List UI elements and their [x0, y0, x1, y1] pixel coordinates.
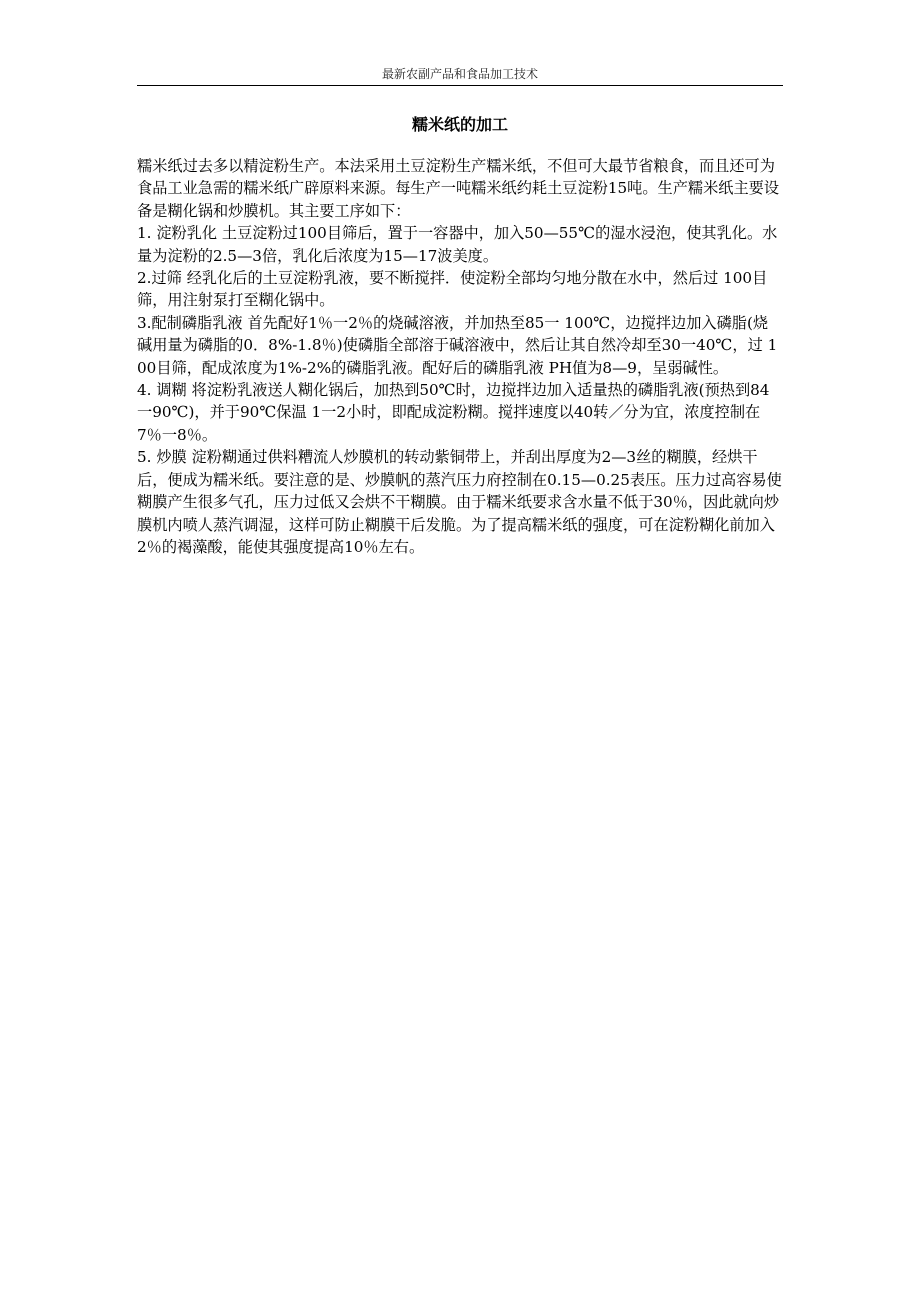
- step-5-paragraph: 5. 炒膜 淀粉糊通过供料糟流人炒膜机的转动紫铜带上，并刮出厚度为2—3丝的糊膜，经烘干后，便成为糯米纸。要注意的是、炒膜帆的蒸汽压力府控制在0.15—0.25表压。压力过高容易使糊膜产生很多气孔，压力过低又会烘不干糊膜。由于糯米纸要求含水量不低于30％，因此就向炒膜机内喷人蒸汽调湿，这样可防止糊膜干后发脆。为了提高糯米纸的强度，可在淀粉糊化前加入2％的褐藻酸，能使其强度提高10％左右。: [137, 448, 782, 556]
- step-3-paragraph: 3.配制磷脂乳液 首先配好1％一2％的烧碱溶液，并加热至85一 100℃，边搅拌边加入磷脂(烧碱用量为磷脂的0．8%-1.8％)使磷脂全部溶于碱溶液中，然后让其自然冷却至30一40℃，过 100目筛，配成浓度为1%-2%的磷脂乳液。配好后的磷脂乳液 PH值为8—9，呈弱碱性。: [137, 313, 778, 377]
- intro-paragraph: 糯米纸过去多以精淀粉生产。本法采用土豆淀粉生产糯米纸，不但可大最节省粮食，而且还可为食品工业急需的糯米纸广辟原料来源。每生产一吨糯米纸约耗土豆淀粉15吨。生产糯米纸主要设备是糊化锅和炒膜机。其主要工序如下：: [137, 157, 780, 220]
- step-4-paragraph: 4. 调糊 将淀粉乳液送人糊化锅后，加热到50℃时，边搅拌边加入适量热的磷脂乳液(预热到84一90℃)，并于90℃保温 1一2小时，即配成淀粉糊。搅拌速度以40转／分为宜，浓度控制在7％一8％。: [137, 381, 770, 444]
- document-body: [137, 155, 783, 558]
- running-header: 最新农副产品和食品加工技术: [381, 67, 538, 81]
- step-2-paragraph: 2.过筛 经乳化后的土豆淀粉乳液，要不断搅拌．使淀粉全部均匀地分散在水中，然后过 100目筛，用注射泵打至糊化锅中。: [137, 269, 768, 310]
- header-divider: [137, 85, 783, 86]
- step-1-paragraph: 1. 淀粉乳化 土豆淀粉过100目筛后，置于一容器中，加入50—55℃的湿水浸泡，使其乳化。水量为淀粉的2.5—3倍，乳化后浓度为15—17波美度。: [137, 224, 778, 265]
- document-title: 糯米纸的加工: [411, 115, 508, 134]
